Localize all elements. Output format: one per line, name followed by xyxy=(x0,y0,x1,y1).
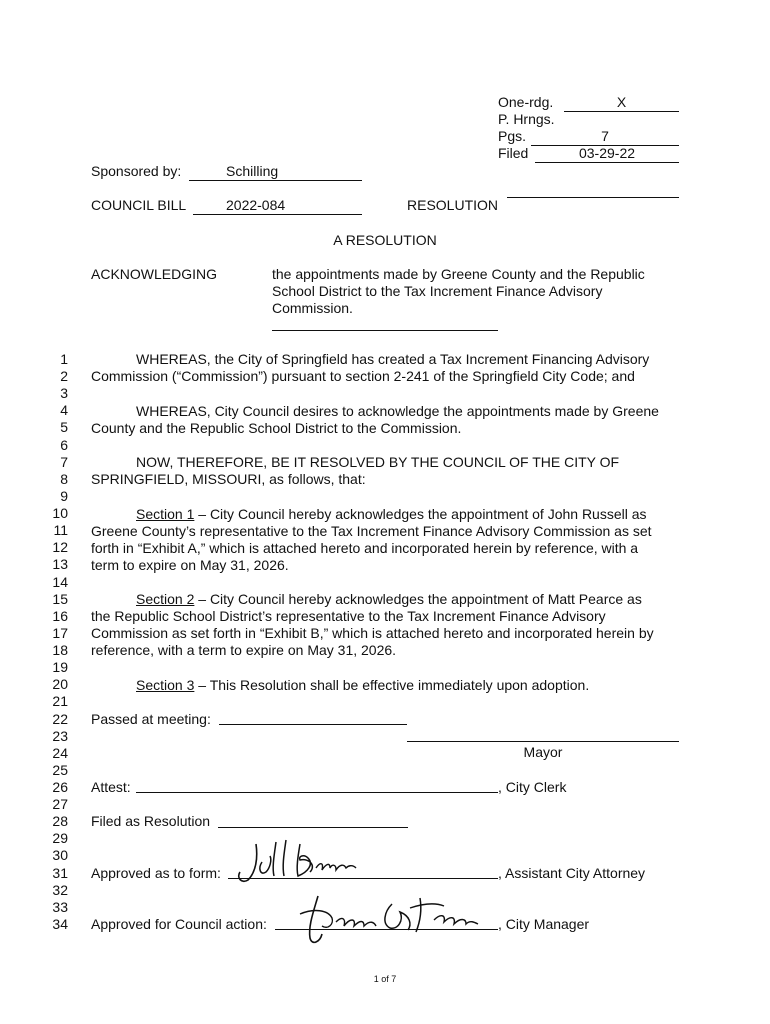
passed-at-meeting-label: Passed at meeting: xyxy=(91,711,211,727)
filed-as-resolution-label: Filed as Resolution xyxy=(91,813,211,829)
whereas-2-line-1: WHEREAS, City Council desires to acknowledge the appointments made by Greene xyxy=(136,403,659,419)
line-number: 24 xyxy=(52,744,68,761)
line-number: 7 xyxy=(60,453,68,470)
pages-value: 7 xyxy=(531,128,679,146)
line-number: 18 xyxy=(52,642,68,659)
city-clerk-label: , City Clerk xyxy=(498,779,567,795)
section-2-line-1 xyxy=(136,591,642,608)
line-number: 28 xyxy=(52,813,68,830)
line-number: 13 xyxy=(52,556,68,573)
section-1-line-2: Greene County’s representative to the Tax Increment Finance Advisory Commission as set xyxy=(91,523,652,539)
line-number: 16 xyxy=(52,607,68,624)
line-number: 1 xyxy=(60,351,68,367)
line-number: 25 xyxy=(52,761,68,778)
sponsor-value xyxy=(189,163,362,181)
section-3-title: Section 3 xyxy=(136,677,195,693)
one-reading-value: X xyxy=(564,94,679,112)
attest-label: Attest: xyxy=(91,779,131,795)
section-3-line-1 xyxy=(136,677,589,694)
section-2-line-2: the Republic School District’s representative to the Tax Increment Finance Advisory xyxy=(91,608,606,624)
line-number: 32 xyxy=(52,881,68,898)
line-number: 11 xyxy=(53,522,68,539)
mayor-label: Mayor xyxy=(523,744,563,760)
line-number: 23 xyxy=(52,727,68,744)
line-number: 34 xyxy=(52,915,68,932)
section-2-text: – City Council hereby acknowledges the appointment of Matt Pearce as xyxy=(194,591,642,607)
acknowledging-line-2: School District to the Tax Increment Finance Advisory xyxy=(272,283,603,299)
public-hearings-value xyxy=(564,111,679,112)
pages-label: Pgs. xyxy=(498,128,527,144)
line-number: 30 xyxy=(52,847,68,864)
mayor-signature-line xyxy=(407,741,679,742)
line-number: 29 xyxy=(52,830,68,847)
filed-date-value: 03-29-22 xyxy=(535,145,679,163)
line-number: 33 xyxy=(52,898,68,915)
line-number: 10 xyxy=(52,505,68,522)
section-1-title: Section 1 xyxy=(136,506,195,522)
title-underline xyxy=(272,330,498,331)
filed-as-resolution-line xyxy=(218,827,408,828)
city-manager-label: , City Manager xyxy=(498,916,590,932)
acknowledging-label: ACKNOWLEDGING xyxy=(91,266,218,282)
public-hearings-label: P. Hrngs. xyxy=(498,111,555,127)
one-reading-label: One-rdg. xyxy=(498,94,554,110)
line-number: 31 xyxy=(52,864,68,881)
resolution-label: RESOLUTION xyxy=(407,197,499,213)
line-number: 17 xyxy=(52,624,68,641)
line-number: 27 xyxy=(52,796,68,813)
section-1-line-3: forth in “Exhibit A,” which is attached hereto and incorporated herein by reference, with a xyxy=(91,540,639,556)
whereas-1-line-2: Commission (“Commission”) pursuant to section 2-241 of the Springfield City Code; and xyxy=(91,368,635,384)
assistant-city-attorney-label: , Assistant City Attorney xyxy=(498,865,646,881)
attest-line xyxy=(136,792,498,793)
whereas-1-line-1: WHEREAS, the City of Springfield has created a Tax Increment Financing Advisory xyxy=(136,351,650,367)
line-number: 8 xyxy=(60,470,68,487)
document-title: A RESOLUTION xyxy=(333,232,437,248)
line-number: 4 xyxy=(60,402,68,419)
line-number: 3 xyxy=(60,385,68,402)
city-manager-signature-image xyxy=(288,890,488,950)
line-number: 19 xyxy=(52,659,68,676)
section-3-text: – This Resolution shall be effective immediately upon adoption. xyxy=(194,677,590,693)
acknowledging-line-3: Commission. xyxy=(272,300,353,316)
line-number: 22 xyxy=(52,710,68,727)
one-reading-row xyxy=(498,94,553,111)
line-number: 9 xyxy=(60,487,68,504)
resolution-number-value xyxy=(507,197,679,198)
line-number: 15 xyxy=(52,590,68,607)
sponsor-name: Schilling xyxy=(226,163,279,179)
section-2-title: Section 2 xyxy=(136,591,195,607)
council-bill-value xyxy=(193,197,362,215)
approved-for-council-label: Approved for Council action: xyxy=(91,916,267,932)
whereas-2-line-2: County and the Republic School District to the Commission. xyxy=(91,420,462,436)
line-number: 5 xyxy=(60,419,68,436)
passed-at-meeting-line xyxy=(219,724,407,725)
page-number: 1 of 7 xyxy=(373,974,397,984)
approved-as-to-form-label: Approved as to form: xyxy=(91,865,221,881)
section-2-line-3: Commission as set forth in “Exhibit B,” which is attached hereto and incorporated herein by xyxy=(91,625,654,641)
now-therefore-line-1: NOW, THEREFORE, BE IT RESOLVED BY THE COUNCIL OF THE CITY OF xyxy=(136,454,620,470)
filed-label: Filed xyxy=(498,145,529,161)
council-bill-label: COUNCIL BILL xyxy=(91,197,187,213)
line-number: 12 xyxy=(52,539,68,556)
now-therefore-line-2: SPRINGFIELD, MISSOURI, as follows, that: xyxy=(91,471,366,487)
line-number: 21 xyxy=(52,693,68,710)
line-number: 6 xyxy=(60,436,68,453)
line-number: 26 xyxy=(52,779,68,795)
section-2-line-4: reference, with a term to expire on May 31, 2026. xyxy=(91,642,397,658)
attorney-signature-image xyxy=(228,838,368,888)
line-number: 20 xyxy=(52,676,68,693)
line-number: 14 xyxy=(52,573,68,590)
acknowledging-line-1: the appointments made by Greene County and the Republic xyxy=(272,266,645,282)
section-1-text: – City Council hereby acknowledges the appointment of John Russell as xyxy=(194,506,647,522)
sponsored-by-label: Sponsored by: xyxy=(91,163,182,179)
line-number: 2 xyxy=(60,368,68,385)
council-bill-number: 2022-084 xyxy=(226,197,286,213)
section-1-line-4: term to expire on May 31, 2026. xyxy=(91,557,289,573)
section-1-line-1 xyxy=(136,506,647,523)
